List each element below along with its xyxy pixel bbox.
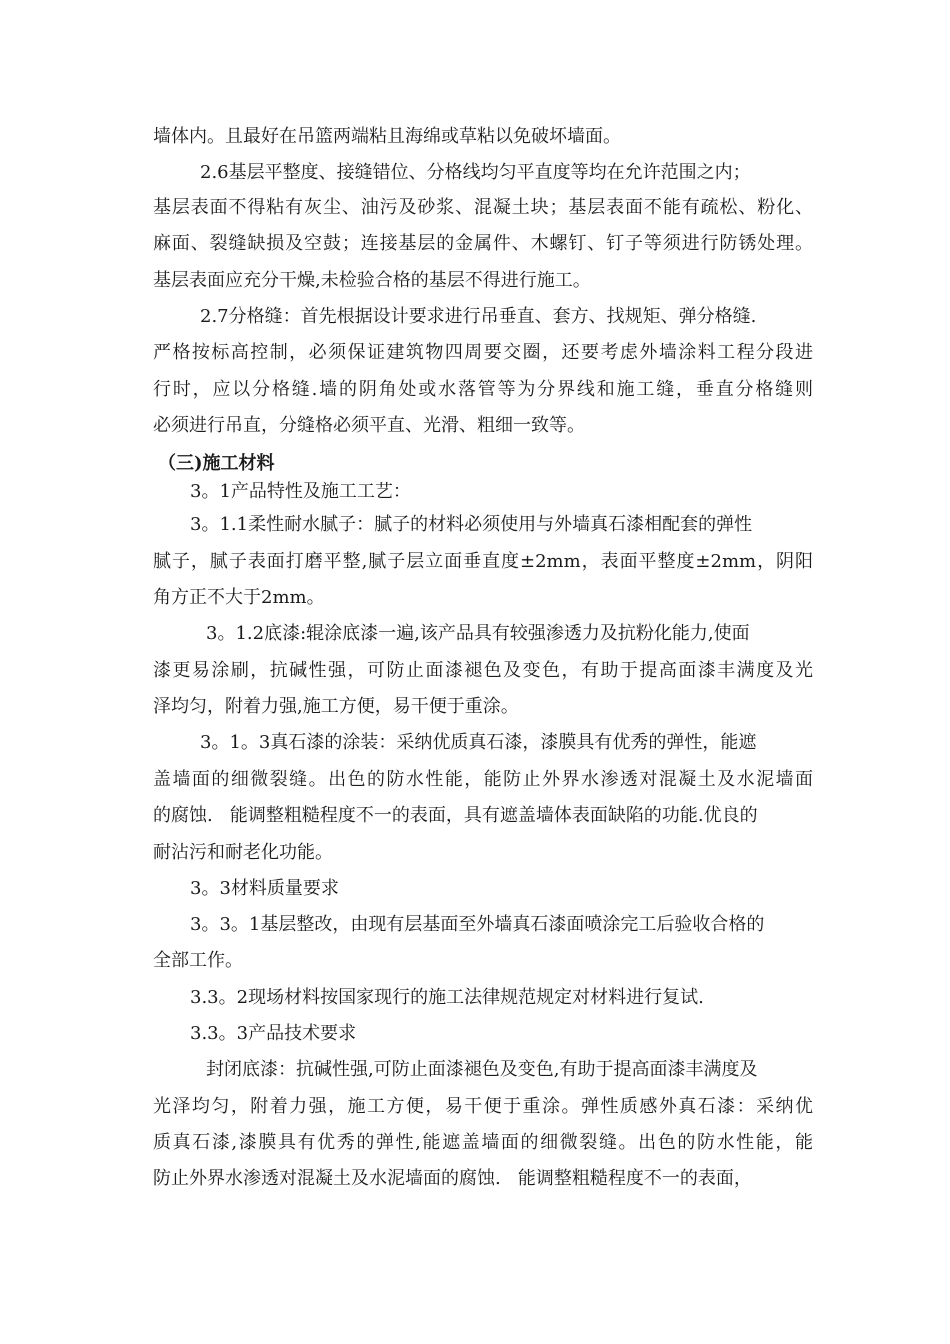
paragraph-line: 墙体内。且最好在吊篮两端粘且海绵或草粘以免破坏墙面。 bbox=[153, 126, 621, 147]
paragraph-line: 3。1.2底漆:辊涂底漆一遍,该产品具有较强渗透力及抗粉化能力,使面 bbox=[206, 623, 750, 644]
paragraph-line: 防止外界水渗透对混凝土及水泥墙面的腐蚀. 能调整粗糙程度不一的表面， bbox=[153, 1168, 752, 1189]
paragraph-line: 泽均匀，附着力强,施工方便，易干便于重涂。 bbox=[153, 696, 519, 717]
paragraph-line: 全部工作。 bbox=[153, 950, 243, 971]
paragraph-line: 基层表面不得粘有灰尘、油污及砂浆、混凝土块；基层表面不能有疏松、粉化、 bbox=[153, 197, 813, 218]
subsection-heading: 3.3。3产品技术要求 bbox=[190, 1023, 357, 1044]
paragraph-line: 行时，应以分格缝.墙的阴角处或水落管等为分界线和施工缝，垂直分格缝则 bbox=[153, 379, 813, 400]
paragraph-line: 麻面、裂缝缺损及空鼓；连接基层的金属件、木螺钉、钉子等须进行防锈处理。 bbox=[153, 233, 813, 254]
paragraph-line: 3.3。2现场材料按国家现行的施工法律规范规定对材料进行复试. bbox=[190, 987, 704, 1008]
section-heading: （三)施工材料 bbox=[158, 453, 275, 474]
paragraph-line: 2.6基层平整度、接缝错位、分格线均匀平直度等均在允许范围之内； bbox=[200, 162, 751, 183]
paragraph-line: 2.7分格缝：首先根据设计要求进行吊垂直、套方、找规矩、弹分格缝. bbox=[200, 306, 757, 327]
paragraph-line: 腻子，腻子表面打磨平整,腻子层立面垂直度±2mm，表面平整度±2mm，阴阳 bbox=[153, 551, 813, 572]
paragraph-line: 严格按标高控制，必须保证建筑物四周要交圈，还要考虑外墙涂料工程分段进 bbox=[153, 342, 813, 363]
paragraph-line: 耐沾污和耐老化功能。 bbox=[153, 842, 333, 863]
paragraph-line: 质真石漆,漆膜具有优秀的弹性,能遮盖墙面的细微裂缝。出色的防水性能，能 bbox=[153, 1132, 813, 1153]
paragraph-line: 基层表面应充分干燥,未检验合格的基层不得进行施工。 bbox=[153, 270, 591, 291]
paragraph-line: 3。1。3真石漆的涂装：采纳优质真石漆，漆膜具有优秀的弹性，能遮 bbox=[200, 732, 757, 753]
subsection-heading: 3。1产品特性及施工工艺： bbox=[190, 481, 411, 502]
paragraph-line: 的腐蚀. 能调整粗糙程度不一的表面，具有遮盖墙体表面缺陷的功能.优良的 bbox=[153, 805, 758, 826]
paragraph-line: 必须进行吊直，分缝格必须平直、光滑、粗细一致等。 bbox=[153, 415, 585, 436]
paragraph-line: 角方正不大于2mm。 bbox=[153, 587, 325, 608]
subsection-heading: 3。3材料质量要求 bbox=[190, 878, 339, 899]
paragraph-line: 光泽均匀，附着力强，施工方便，易干便于重涂。弹性质感外真石漆：采纳优 bbox=[153, 1096, 813, 1117]
paragraph-line: 漆更易涂刷，抗碱性强，可防止面漆褪色及变色，有助于提高面漆丰满度及光 bbox=[153, 660, 813, 681]
paragraph-line: 3。3。1基层整改，由现有层基面至外墙真石漆面喷涂完工后验收合格的 bbox=[190, 914, 765, 935]
paragraph-line: 3。1.1柔性耐水腻子：腻子的材料必须使用与外墙真石漆相配套的弹性 bbox=[190, 514, 753, 535]
paragraph-line: 盖墙面的细微裂缝。出色的防水性能，能防止外界水渗透对混凝土及水泥墙面 bbox=[153, 769, 813, 790]
paragraph-line: 封闭底漆：抗碱性强,可防止面漆褪色及变色,有助于提高面漆丰满度及 bbox=[206, 1059, 758, 1080]
